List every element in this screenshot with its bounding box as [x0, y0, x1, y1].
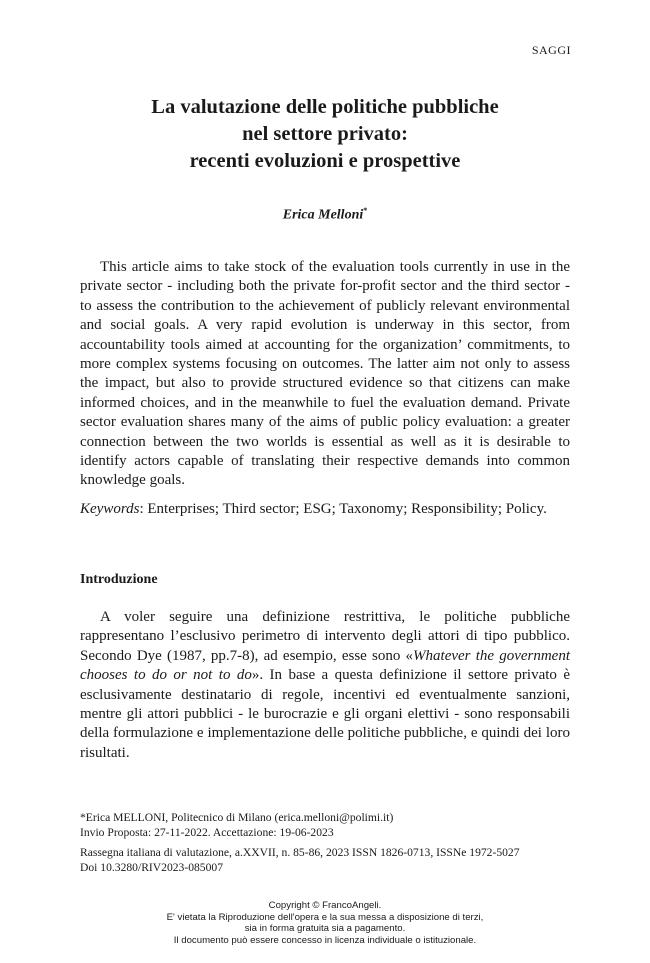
- author-byline: [80, 206, 570, 224]
- copyright-line: E' vietata la Riproduzione dell'opera e la sua messa a disposizione di terzi,: [166, 911, 484, 923]
- keywords-label: Keywords: [80, 501, 140, 517]
- author-footnote: [80, 810, 580, 875]
- quoted-definition: Whatever the government chooses to do or not to do: [80, 647, 571, 684]
- copyright-line: sia in forma gratuita sia a pagamento.: [244, 923, 406, 935]
- author-name: Erica Melloni: [282, 207, 364, 223]
- footnote-dates: Invio Proposta: 27-11-2022. Accettazione: 19-06-2023: [80, 826, 334, 839]
- title-line: nel settore privato:: [242, 123, 408, 145]
- title-line: recenti evoluzioni e prospettive: [189, 150, 461, 172]
- copyright-notice: [0, 900, 650, 946]
- footnote-journal: Rassegna italiana di valutazione, a.XXVII, n. 85-86, 2023 ISSN 1826-0713, ISSNe 1972-5027: [80, 846, 520, 859]
- section-paragraph: [80, 608, 570, 763]
- abstract: This article aims to take stock of the evaluation tools currently in use in the private sector - including both the private for-profit sector and the third sector - to assess the contribution to the achievement of publicly relevant environmental and social goals. A very rapid evolution is underway in this sector, from accountability tools aimed at accounting for the organization’ commitments, to more complex systems focusing on outcomes. The latter aim not only to assess the impact, but also to provide structured evidence so that citizens can make informed choices, and in the meanwhile to fuel the evaluation demand. Private sector evaluation shares many of the aims of public policy evaluation: a greater connection between the two worlds is essential as well as it is desirable to identify actors capable of translating their respective demands into common knowledge goals.: [80, 259, 570, 489]
- footnote-affiliation: *Erica MELLONI, Politecnico di Milano (erica.melloni@polimi.it): [80, 811, 394, 824]
- footnote-doi: Doi 10.3280/RIV2023-085007: [80, 861, 223, 874]
- article-title: [80, 94, 570, 175]
- section-heading: Introduzione: [80, 572, 158, 587]
- paragraph-text-start: A voler seguire una definizione restrittiva, le politiche pubbliche rappresentano l’esclusivo perimetro di intervento degli attori di tipo pubblico. Secondo Dye (1987, pp.7-8), ad esempio, esse sono «: [80, 609, 570, 664]
- title-line: La valutazione delle politiche pubbliche: [151, 96, 499, 118]
- running-head: SAGGI: [531, 43, 571, 57]
- author-footnote-marker: *: [363, 206, 368, 215]
- copyright-line: Copyright © FrancoAngeli.: [268, 900, 382, 911]
- keywords: [80, 500, 570, 519]
- copyright-line: Il documento può essere concesso in licenza individuale o istituzionale.: [173, 934, 477, 946]
- keywords-text: : Enterprises; Third sector; ESG; Taxonomy; Responsibility; Policy.: [139, 501, 547, 517]
- paragraph-text-end: ». In base a questa definizione il settore privato è esclusivamente destinatario di regole, incentivi ed eventualmente sanzioni, mentre gli attori pubblici - le burocrazie e gli organi elettivi - sono responsabili della formulazione e implementazione delle politiche pubbliche, e quindi dei loro risultati.: [80, 667, 570, 761]
